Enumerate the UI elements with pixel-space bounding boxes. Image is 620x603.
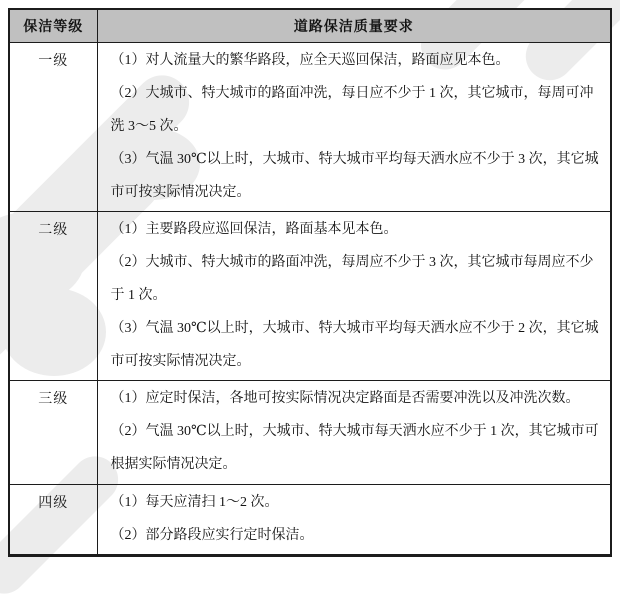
requirement-item: （1）应定时保洁，各地可按实际情况决定路面是否需要冲洗以及冲洗次数。 (110, 391, 580, 406)
level-cell: 二级 (9, 212, 97, 381)
requirement-item: （3）气温 30℃以上时，大城市、特大城市平均每天洒水应不少于 3 次，其它城市可按实际情况决定。 (110, 152, 599, 200)
requirements-cell (97, 212, 611, 381)
requirement-item: （2）大城市、特大城市的路面冲洗，每日应不少于 1 次，其它城市，每周可冲洗 3～5 次。 (110, 86, 594, 134)
table-row-level-4 (9, 485, 611, 556)
requirement-item: （1）每天应清扫 1～2 次。 (110, 495, 279, 510)
level-cell: 一级 (9, 43, 97, 212)
requirement-item: （2）部分路段应实行定时保洁。 (110, 528, 314, 543)
table-row-level-3 (9, 381, 611, 485)
column-header-level: 保洁等级 (9, 9, 97, 43)
table-row-level-2 (9, 212, 611, 381)
road-cleaning-quality-table (8, 8, 612, 557)
table-header-row (9, 9, 611, 43)
requirements-cell (97, 43, 611, 212)
requirement-item: （3）气温 30℃以上时，大城市、特大城市平均每天洒水应不少于 2 次，其它城市可按实际情况决定。 (110, 321, 599, 369)
requirement-item: （1）主要路段应巡回保洁，路面基本见本色。 (110, 222, 398, 237)
column-header-requirements: 道路保洁质量要求 (97, 9, 611, 43)
level-cell: 三级 (9, 381, 97, 485)
requirements-cell (97, 381, 611, 485)
table-row-level-1 (9, 43, 611, 212)
level-cell: 四级 (9, 485, 97, 556)
requirement-item: （2）大城市、特大城市的路面冲洗，每周应不少于 3 次，其它城市每周应不少于 1 次。 (110, 255, 594, 303)
requirements-cell (97, 485, 611, 556)
requirement-item: （1）对人流量大的繁华路段，应全天巡回保洁，路面应见本色。 (110, 53, 510, 68)
requirement-item: （2）气温 30℃以上时，大城市、特大城市每天洒水应不少于 1 次，其它城市可根据实际情况决定。 (110, 424, 599, 472)
